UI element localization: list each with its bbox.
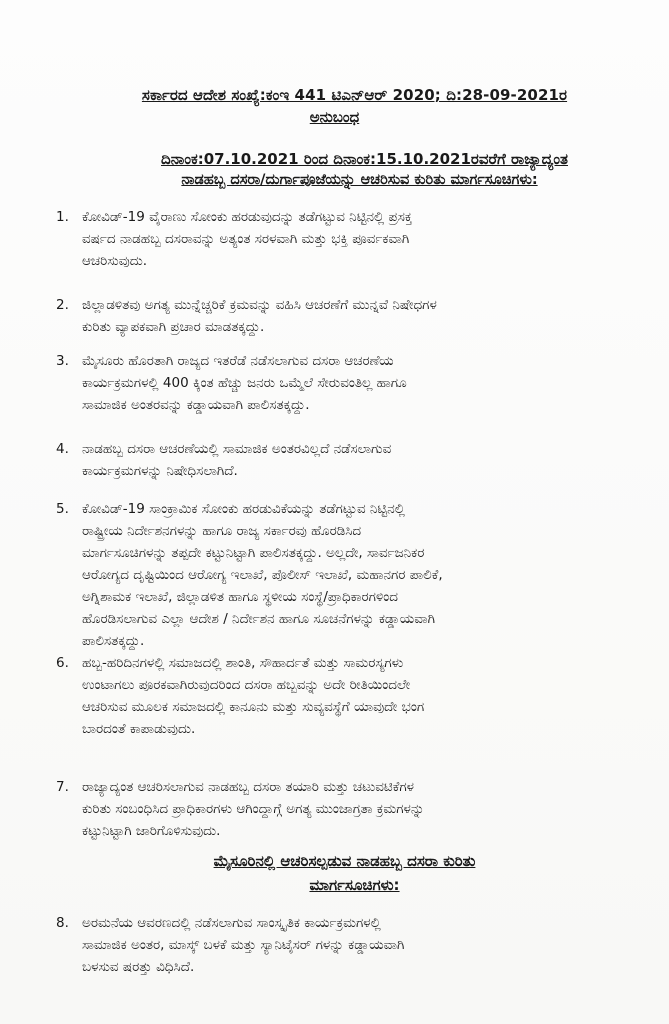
item-text: ಮೈಸೂರು ಹೊರತಾಗಿ ರಾಜ್ಯದ ಇತರೆಡೆ ನಡೆಸಲಾಗುವ ದಸರಾ ಆಚರಣೆಯ ಕಾರ್ಯಕ್ರಮಗಳಲ್ಲಿ 400 ಕ್ಕಿಂತ ಹೆಚ್ಚು ಜನರು ಒಮ್ಮೆಲೆ ಸೇರುವಂತಿಲ್ಲ ಹಾಗೂ ಸಾಮಾಜಿಕ ಅಂತರವನ್ನು ಕಡ್ಡಾಯವಾಗಿ ಪಾಲಿಸತಕ್ಕದ್ದು. xyxy=(82,353,407,413)
guideline-item-4 xyxy=(56,438,656,482)
item-text: ಕೋವಿಡ್-19 ಸಾಂಕ್ರಾಮಿಕ ಸೋಂಕು ಹರಡುವಿಕೆಯನ್ನು ತಡೆಗಟ್ಟುವ ನಿಟ್ಟಿನಲ್ಲಿ ರಾಷ್ಟ್ರೀಯ ನಿರ್ದೇಶನಗಳನ್ನು ಹಾಗೂ ರಾಜ್ಯ ಸರ್ಕಾರವು ಹೊರಡಿಸಿದ ಮಾರ್ಗಸೂಚಿಗಳನ್ನು ತಪ್ಪದೇ ಕಟ್ಟುನಿಟ್ಟಾಗಿ ಪಾಲಿಸತಕ್ಕದ್ದು. ಅಲ್ಲದೇ, ಸಾರ್ವಜನಿಕರ ಆರೋಗ್ಯದ ದೃಷ್ಟಿಯಿಂದ ಆರೋಗ್ಯ ಇಲಾಖೆ, ಪೊಲೀಸ್ ಇಲಾಖೆ, ಮಹಾನಗರ ಪಾಲಿಕೆ, ಅಗ್ನಿಶಾಮಕ ಇಲಾಖೆ, ಜಿಲ್ಲಾಡಳಿತ ಹಾಗೂ ಸ್ಥಳೀಯ ಸಂಸ್ಥೆ/ಪ್ರಾಧಿಕಾರಗಳಿಂದ ಹೊರಡಿಸಲಾಗುವ ಎಲ್ಲಾ ಆದೇಶ / ನಿರ್ದೇಶನ ಹಾಗೂ ಸೂಚನೆಗಳನ್ನು ಕಡ್ಡಾಯವಾಗಿ ಪಾಲಿಸತಕ್ಕದ್ದು. xyxy=(82,501,443,649)
guidelines-title: ನಾಡಹಬ್ಬ ದಸರಾ/ದುರ್ಗಾಪೂಜೆಯನ್ನು ಆಚರಿಸುವ ಕುರಿತು ಮಾರ್ಗಸೂಚಿಗಳು: xyxy=(181,172,538,188)
guideline-item-2 xyxy=(56,294,656,338)
guideline-item-3 xyxy=(56,350,656,416)
guideline-item-5 xyxy=(56,498,656,652)
item-number: 2. xyxy=(56,297,69,313)
mysuru-section-heading: ಮೈಸೂರಿನಲ್ಲಿ ಆಚರಿಸಲ್ಪಡುವ ನಾಡಹಬ್ಬ ದಸರಾ ಕುರಿತು xyxy=(213,852,476,870)
guideline-item-7 xyxy=(56,776,656,842)
item-number: 5. xyxy=(56,501,69,517)
guideline-item-8 xyxy=(56,912,656,978)
item-number: 6. xyxy=(56,655,69,671)
order-reference-heading: ಸರ್ಕಾರದ ಆದೇಶ ಸಂಖ್ಯೆ:ಕಂಇ 441 ಟಿಎನ್‌ಆರ್ 2020; ದಿ:28-09-2021ರ xyxy=(141,86,568,104)
item-text: ಅರಮನೆಯ ಆವರಣದಲ್ಲಿ ನಡೆಸಲಾಗುವ ಸಾಂಸ್ಕೃತಿಕ ಕಾರ್ಯಕ್ರಮಗಳಲ್ಲಿ ಸಾಮಾಜಿಕ ಅಂತರ, ಮಾಸ್ಕ್ ಬಳಕೆ ಮತ್ತು ಸ್ಯಾನಿಟೈಸರ್ ಗಳನ್ನು ಕಡ್ಡಾಯವಾಗಿ ಬಳಸುವ ಷರತ್ತು ವಿಧಿಸಿದೆ. xyxy=(82,915,405,975)
item-text: ನಾಡಹಬ್ಬ ದಸರಾ ಆಚರಣೆಯಲ್ಲಿ ಸಾಮಾಜಿಕ ಅಂತರವಿಲ್ಲದೆ ನಡೆಸಲಾಗುವ ಕಾರ್ಯಕ್ರಮಗಳನ್ನು ನಿಷೇಧಿಸಲಾಗಿದೆ. xyxy=(82,441,392,479)
item-number: 7. xyxy=(56,779,69,795)
item-text: ಜಿಲ್ಲಾಡಳಿತವು ಅಗತ್ಯ ಮುನ್ನೆಚ್ಚರಿಕೆ ಕ್ರಮವನ್ನು ವಹಿಸಿ ಆಚರಣೆಗೆ ಮುನ್ನವೆ ನಿಷೇಧಗಳ ಕುರಿತು ವ್ಯಾಪಕವಾಗಿ ಪ್ರಚಾರ ಮಾಡತಕ್ಕದ್ದು. xyxy=(82,297,437,335)
item-text: ಕೋವಿಡ್-19 ವೈರಾಣು ಸೋಂಕು ಹರಡುವುದನ್ನು ತಡೆಗಟ್ಟುವ ನಿಟ್ಟಿನಲ್ಲಿ ಪ್ರಸಕ್ತ ವರ್ಷದ ನಾಡಹಬ್ಬ ದಸರಾವನ್ನು ಅತ್ಯಂತ ಸರಳವಾಗಿ ಮತ್ತು ಭಕ್ತಿ ಪೂರ್ವಕವಾಗಿ ಆಚರಿಸುವುದು. xyxy=(82,209,413,269)
item-number: 1. xyxy=(56,209,69,225)
mysuru-section-subheading: ಮಾರ್ಗಸೂಚಿಗಳು: xyxy=(309,876,400,894)
item-number: 4. xyxy=(56,441,69,457)
guideline-item-1 xyxy=(56,206,656,272)
annexure-heading: ಅನುಬಂಧ xyxy=(309,108,360,126)
item-text: ರಾಜ್ಯಾದ್ಯಂತ ಆಚರಿಸಲಾಗುವ ನಾಡಹಬ್ಬ ದಸರಾ ತಯಾರಿ ಮತ್ತು ಚಟುವಟಿಕೆಗಳ ಕುರಿತು ಸಂಬಂಧಿಸಿದ ಪ್ರಾಧಿಕಾರಗಳು ಆಗಿಂದ್ದಾಗ್ಗೆ ಅಗತ್ಯ ಮುಂಜಾಗ್ರತಾ ಕ್ರಮಗಳನ್ನು ಕಟ್ಟುನಿಟ್ಟಾಗಿ ಜಾರಿಗೊಳಿಸುವುದು. xyxy=(82,779,425,839)
item-number: 3. xyxy=(56,353,69,369)
item-number: 8. xyxy=(56,915,69,931)
date-range-heading: ದಿನಾಂಕ:07.10.2021 ರಿಂದ ದಿನಾಂಕ:15.10.2021ರವರೆಗೆ ರಾಜ್ಯಾದ್ಯಂತ xyxy=(161,150,568,168)
item-text: ಹಬ್ಬ-ಹರಿದಿನಗಳಲ್ಲಿ ಸಮಾಜದಲ್ಲಿ ಶಾಂತಿ, ಸೌಹಾರ್ದತೆ ಮತ್ತು ಸಾಮರಸ್ಯಗಳು ಉಂಟಾಗಲು ಪೂರಕವಾಗಿರುವುದರಿಂದ ದಸರಾ ಹಬ್ಬವನ್ನು ಅದೇ ರೀತಿಯಿಂದಲೇ ಆಚರಿಸುವ ಮೂಲಕ ಸಮಾಜದಲ್ಲಿ ಕಾನೂನು ಮತ್ತು ಸುವ್ಯವಸ್ಥೆಗೆ ಯಾವುದೇ ಭಂಗ ಬಾರದಂತೆ ಕಾಪಾಡುವುದು. xyxy=(82,655,425,737)
guideline-item-6 xyxy=(56,652,656,740)
